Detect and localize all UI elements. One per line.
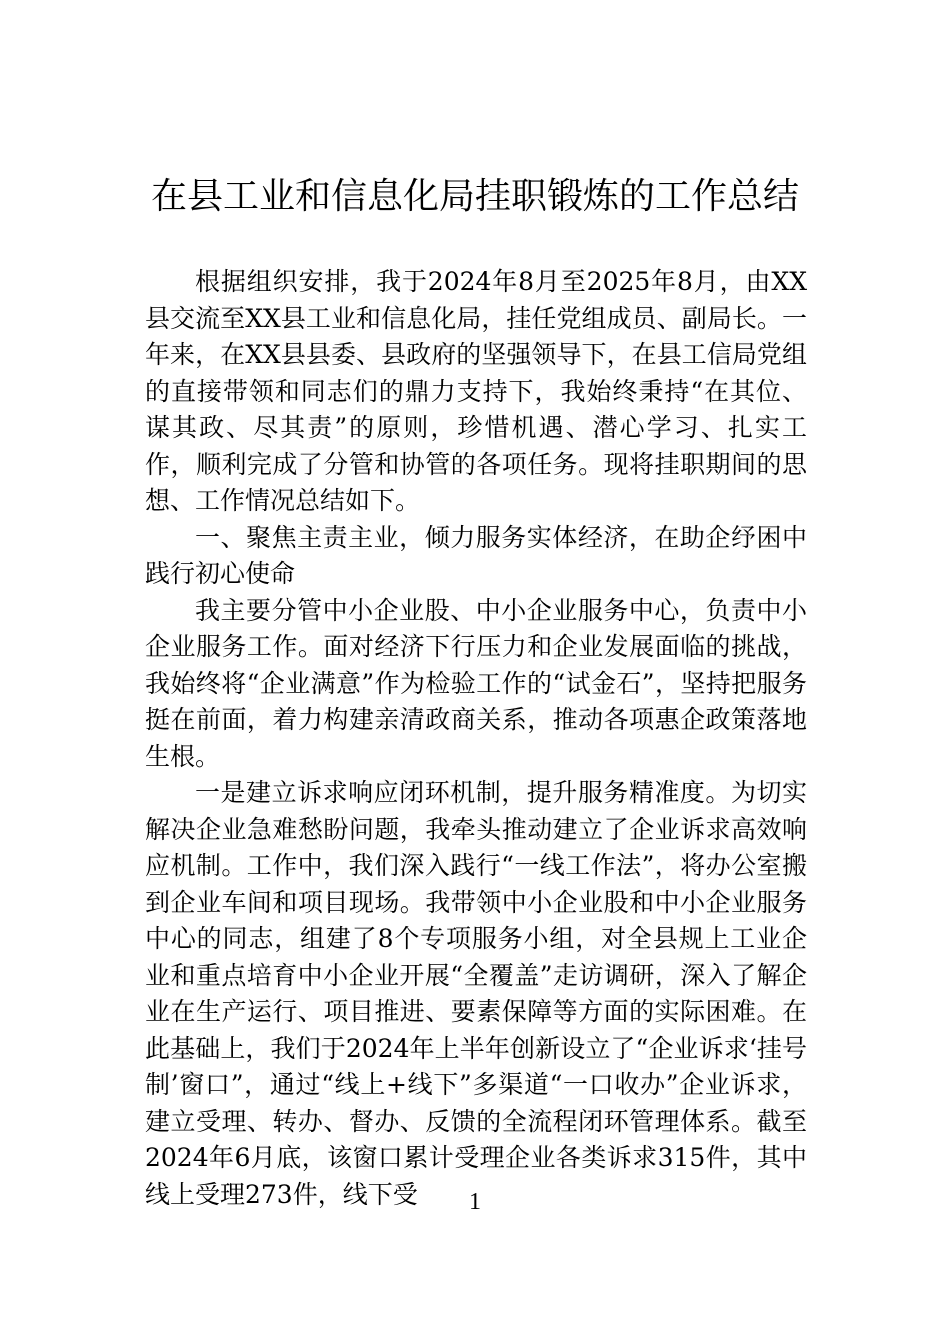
intro-paragraph: 根据组织安排，我于2024年8月至2025年8月，由XX县交流至XX县工业和信息化局，挂任党组成员、副局长。一年来，在XX县县委、县政府的坚强领导下，在县工信局党组的直接带领和同志们的鼎力支持下，我始终秉持“在其位、谋其政、尽其责”的原则，珍惜机遇、潜心学习、扎实工作，顺利完成了分管和协管的各项任务。现将挂职期间的思想、工作情况总结如下。 bbox=[145, 267, 807, 515]
point-1-paragraph: 一是建立诉求响应闭环机制，提升服务精准度。为切实解决企业急难愁盼问题，我牵头推动建立了企业诉求高效响应机制。工作中，我们深入践行“一线工作法”，将办公室搬到企业车间和项目现场。我带领中小企业股和中小企业服务中心的同志，组建了8个专项服务小组，对全县规上工业企业和重点培育中小企业开展“全覆盖”走访调研，深入了解企业在生产运行、项目推进、要素保障等方面的实际困难。在此基础上，我们于2024年上半年创新设立了“企业诉求‘挂号制’窗口”，通过“线上+线下”多渠道“一口收办”企业诉求，建立受理、转办、督办、反馈的全流程闭环管理体系。截至2024年6月底，该窗口累计受理企业各类诉求315件，其中线上受理273件，线下受 bbox=[145, 778, 807, 1209]
page-number: 1 bbox=[469, 1189, 481, 1215]
section-1-paragraph: 我主要分管中小企业股、中小企业服务中心，负责中小企业服务工作。面对经济下行压力和企业发展面临的挑战，我始终将“企业满意”作为检验工作的“试金石”，坚持把服务挺在前面，着力构建亲清政商关系，推动各项惠企政策落地生根。 bbox=[145, 595, 807, 771]
section-1-heading: 一、聚焦主责主业，倾力服务实体经济，在助企纾困中践行初心使命 bbox=[145, 522, 807, 588]
document-body bbox=[145, 264, 807, 1213]
document-title: 在县工业和信息化局挂职锻炼的工作总结 bbox=[150, 176, 799, 217]
